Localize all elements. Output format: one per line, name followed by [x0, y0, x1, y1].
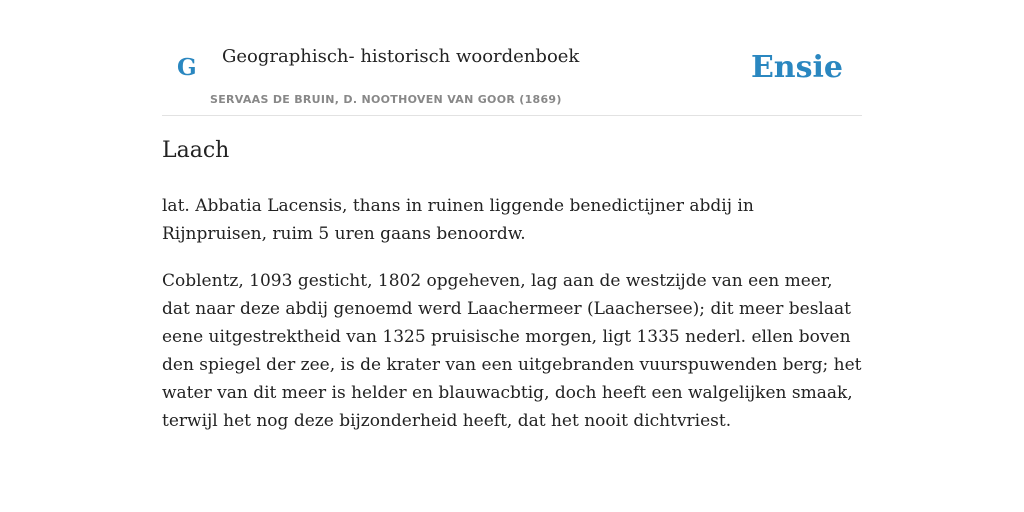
entry-paragraph: lat. Abbatia Lacensis, thans in ruinen liggende benedictijner abdij in Rijnpruisen, ruim 5 uren gaans benoordw.	[162, 196, 754, 244]
ensie-logo-link[interactable]: Ensie	[750, 50, 843, 85]
entry-body	[162, 192, 862, 454]
book-header	[162, 36, 862, 116]
entry-paragraph: Coblentz, 1093 gesticht, 1802 opgeheven, lag aan de westzijde van een meer, dat naar deze abdij genoemd werd Laachermeer (Laachersee); dit meer beslaat eene uitgestrektheid van 1325 pruisische morgen, ligt 1335 nederl. ellen boven den spiegel der zee, is de krater van een uitgebranden vuurspuwenden berg; het water van dit meer is helder en blauwacbtig, doch heeft een walgelijken smaak, terwijl het nog deze bijzonderheid heeft, dat het nooit dichtvriest.	[162, 271, 862, 431]
book-title-link[interactable]: Geographisch- historisch woordenboek	[222, 46, 580, 67]
entry-title: Laach	[162, 138, 230, 163]
book-author: SERVAAS DE BRUIN, D. NOOTHOVEN VAN GOOR (1869)	[210, 93, 562, 106]
book-initial-icon[interactable]: G	[177, 54, 197, 81]
